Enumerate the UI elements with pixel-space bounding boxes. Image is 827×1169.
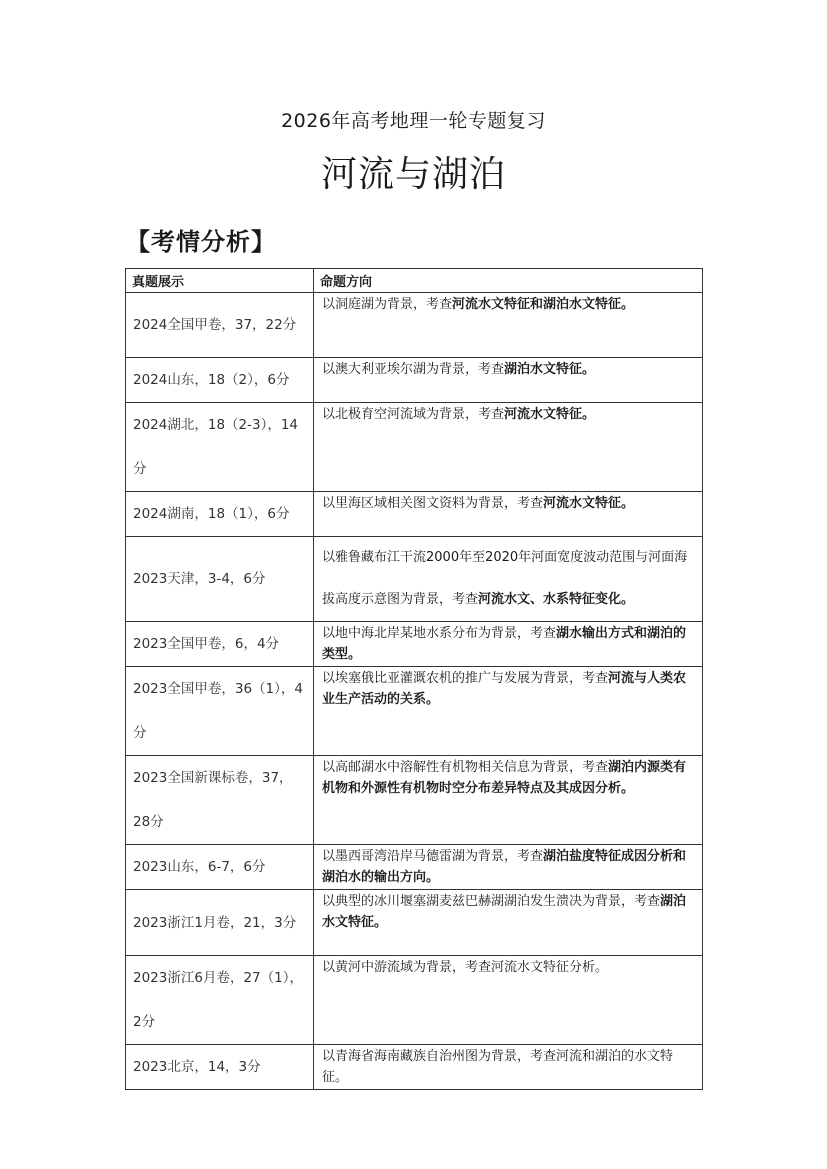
table-row [126,667,703,756]
direction-cell [314,403,703,492]
direction-text: 以典型的冰川堰塞湖麦兹巴赫湖湖泊发生溃决为背景，考查 [322,894,661,909]
exam-source: 2024全国甲卷，37，22分 [133,317,297,333]
exam-source-cell [126,358,314,403]
direction-cell [314,537,703,622]
exam-source-cell [126,537,314,622]
exam-source: 2024湖北，18（2-3），14分 [133,417,299,477]
direction-emphasis: 湖泊盐度特征成因分析和湖泊水的输出方向。 [322,849,687,885]
exam-source-cell [126,956,314,1045]
exam-source-cell [126,622,314,667]
direction-text: 以地中海北岸某地水系分布为背景，考查 [322,626,557,641]
direction-cell [314,845,703,890]
direction-text: 以高邮湖水中溶解性有机物相关信息为背景，考查 [322,760,609,775]
header-direction: 命题方向 [314,269,703,293]
direction-cell [314,956,703,1045]
table-row [126,890,703,956]
direction-text: 以埃塞俄比亚灌溉农机的推广与发展为背景，考查 [322,671,609,686]
direction-emphasis: 河流与人类农业生产活动的关系。 [322,671,687,707]
table-row [126,845,703,890]
exam-source: 2023浙江1月卷，21，3分 [133,914,297,931]
direction-text: 以雅鲁藏布江干流2000年至2020年河面宽度波动范围与河面海拔高度示意图为背景，考查 [322,550,688,607]
direction-text: 以墨西哥湾沿岸马德雷湖为背景，考查 [322,849,544,864]
exam-source: 2023全国新课标卷，37，28分 [133,770,293,830]
exam-source: 2023天津，3-4，6分 [133,571,266,587]
table-row [126,622,703,667]
exam-source-cell [126,667,314,756]
exam-source: 2023北京，14，3分 [133,1059,261,1075]
direction-emphasis: 河流水文、水系特征变化。 [478,592,635,607]
table-row [126,537,703,622]
table-row [126,492,703,537]
direction-cell [314,293,703,358]
table-row [126,358,703,403]
direction-emphasis: 河流水文特征。 [543,496,635,511]
section-heading: 【考情分析】 [126,228,276,256]
table-row [126,1045,703,1090]
direction-cell [314,756,703,845]
direction-emphasis: 湖泊内源类有机物和外源性有机物时空分布差异特点及其成因分析。 [322,760,687,796]
exam-source: 2023全国甲卷，6，4分 [133,636,280,652]
direction-cell [314,890,703,956]
header-source: 真题展示 [126,269,314,293]
exam-source-cell [126,492,314,537]
document-subtitle: 2026年高考地理一轮专题复习 [281,110,546,132]
document-title: 河流与湖泊 [320,154,506,195]
direction-text: 以北极育空河流域为背景，考查 [322,407,505,422]
direction-emphasis: 湖水输出方式和湖泊的类型。 [322,626,687,662]
exam-source: 2024湖南，18（1），6分 [133,506,290,522]
direction-text: 以黄河中游流域为背景，考查河流水文特征分析。 [322,960,609,975]
direction-text: 以洞庭湖为背景，考查 [322,297,453,312]
direction-text: 以澳大利亚埃尔湖为背景，考查 [322,362,505,377]
table-header-row [126,269,703,293]
table-row [126,403,703,492]
exam-source: 2023全国甲卷，36（1），4分 [133,681,303,741]
direction-emphasis: 河流水文特征。 [504,407,596,422]
exam-source: 2023浙江6月卷，27（1），2分 [133,970,303,1030]
exam-source-cell [126,1045,314,1090]
direction-cell [314,492,703,537]
exam-source-cell [126,890,314,956]
direction-cell [314,622,703,667]
direction-cell [314,358,703,403]
exam-source-cell [126,293,314,358]
exam-analysis-table [125,268,703,1090]
direction-text: 以里海区域相关图文资料为背景，考查 [322,496,544,511]
exam-source: 2023山东，6-7，6分 [133,859,266,875]
exam-source-cell [126,845,314,890]
exam-source-cell [126,756,314,845]
direction-text: 以青海省海南藏族自治州图为背景，考查河流和湖泊的水文特征。 [322,1049,674,1085]
exam-source-cell [126,403,314,492]
table-row [126,293,703,358]
exam-source: 2024山东，18（2），6分 [133,372,290,388]
direction-emphasis: 湖泊水文特征。 [322,894,687,930]
direction-emphasis: 河流水文特征和湖泊水文特征。 [452,297,635,312]
table-row [126,756,703,845]
direction-cell [314,667,703,756]
table-row [126,956,703,1045]
direction-cell [314,1045,703,1090]
direction-emphasis: 湖泊水文特征。 [504,362,596,377]
